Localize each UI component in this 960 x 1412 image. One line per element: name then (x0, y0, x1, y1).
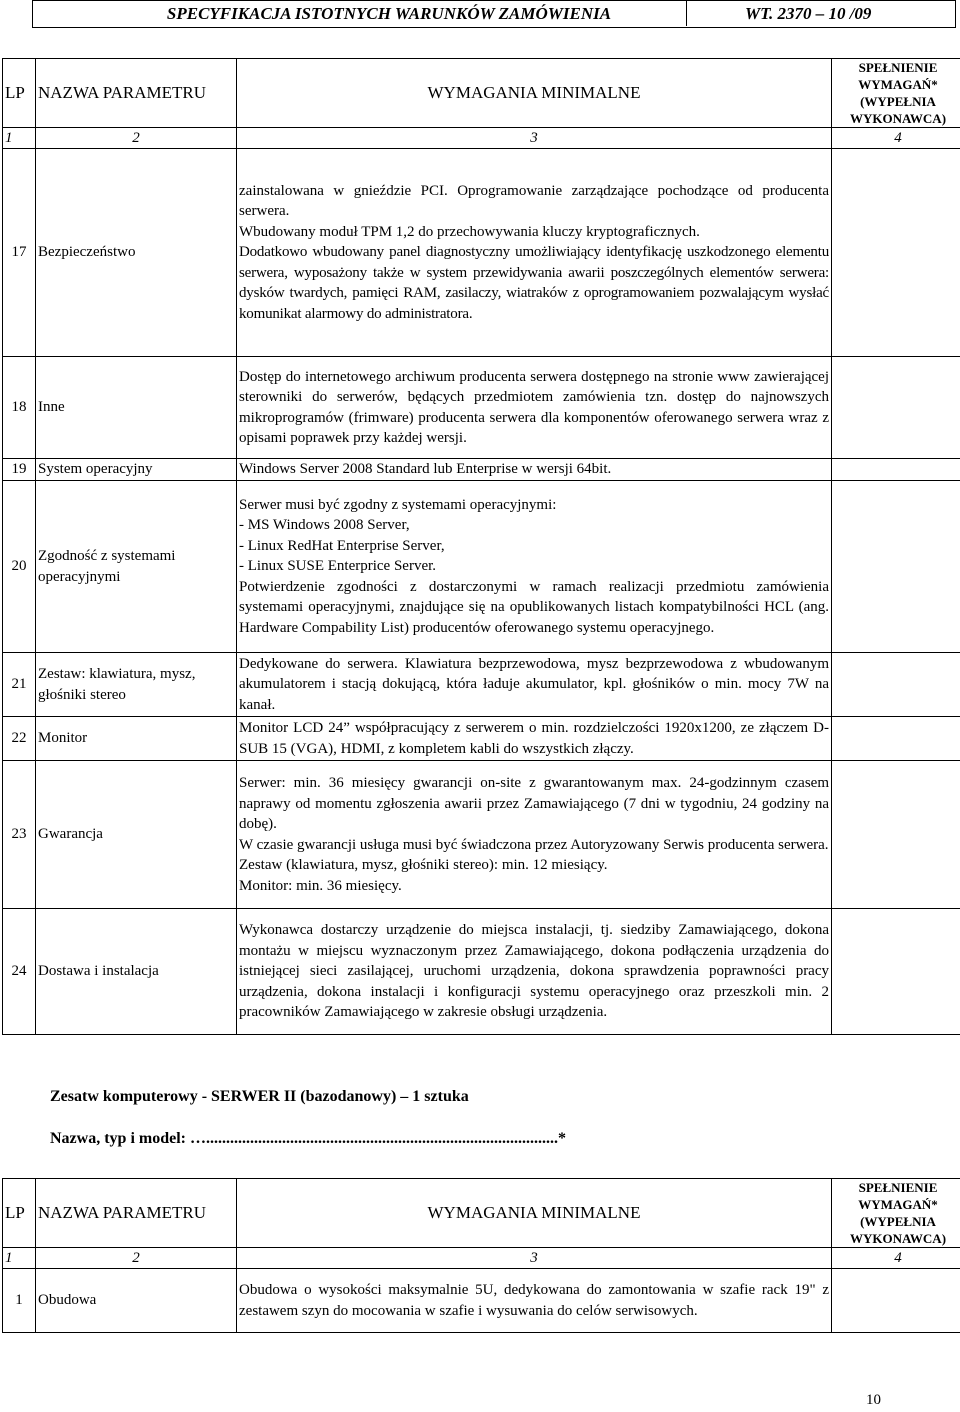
row-requirements (237, 653, 832, 717)
row-requirements (237, 1269, 832, 1333)
document-title: SPECYFIKACJA ISTOTNYCH WARUNKÓW ZAMÓWIENIA (166, 4, 612, 23)
table-row (3, 717, 960, 761)
col-name-header: NAZWA PARAMETRU (36, 1179, 237, 1248)
col-index: 2 (36, 128, 237, 149)
col-ful-header: SPEŁNIENIE WYMAGAŃ* (WYPEŁNIA WYKONAWCA) (832, 1179, 960, 1248)
req-text: Dodatkowo wbudowany panel diagnostyczny umożliwiający identyfikację uszkodzonego elementu serwera, wyposażony także w system przewidywania awarii poszczególnych elementów serwera: dysków twardych, pamięci RAM, zasilaczy, wiatraków z oprogramowaniem pozwalającym wysłać komunikat alarmowy do administratora. (239, 244, 829, 322)
row-fulfillment[interactable] (832, 909, 960, 1035)
col-index: 3 (237, 1248, 832, 1269)
col-req-header: WYMAGANIA MINIMALNE (237, 59, 832, 128)
req-text: - Linux RedHat Enterprise Server, (239, 537, 445, 554)
table-row (3, 481, 960, 653)
row-name: System operacyjny (36, 459, 237, 481)
req-text: Serwer: min. 36 miesięcy gwarancji on-site z gwarantowanym max. 24-godzinnym czasem naprawy od momentu zgłoszenia awarii przez Zamawiającego (7 dni w tygodniu, 24 godziny na dobę). (239, 775, 829, 832)
table-row (3, 1269, 960, 1333)
col-index: 1 (3, 128, 36, 149)
row-fulfillment[interactable] (832, 653, 960, 717)
column-index-row (3, 128, 960, 149)
document-header (32, 0, 956, 28)
row-lp: 24 (3, 909, 36, 1035)
row-requirements (237, 909, 832, 1035)
page-number: 10 (866, 1392, 881, 1408)
row-lp: 20 (3, 481, 36, 653)
row-fulfillment[interactable] (832, 761, 960, 909)
req-text: W czasie gwarancji usługa musi być świadczona przez Autoryzowany Serwis producenta serwera. (239, 836, 829, 853)
req-text: Obudowa o wysokości maksymalnie 5U, dedykowana do zamontowania w szafie rack 19" z zestawem szyn do mocowania w szafie i wysuwania do celów serwisowych. (239, 1282, 829, 1319)
req-text: Zestaw (klawiatura, mysz, głośniki stereo): min. 12 miesiący. (239, 857, 608, 873)
row-name: Zestaw: klawiatura, mysz, głośniki stereo (36, 653, 237, 717)
row-requirements (237, 481, 832, 653)
row-fulfillment[interactable] (832, 717, 960, 761)
row-name: Dostawa i instalacja (36, 909, 237, 1035)
section-title: Zesatw komputerowy - SERWER II (bazodanowy) – 1 sztuka (50, 1088, 469, 1105)
table-row (3, 357, 960, 459)
req-text: Wykonawca dostarczy urządzenie do miejsca instalacji, tj. siedziby Zamawiającego, dokona montażu w miejscu wyznaczonym przez Zamawiającego, dokona podłączenia urządzenia do istniejącej sieci zasilającej, uruchomi urządzenia, dokona sprawdzenia poprawności pracy urządzenia, dokona instalacji i konfiguracji systemu operacyjnego oraz przeszkoli min. 2 pracowników Zamawiającego w zakresie obsługi urządzenia. (239, 922, 829, 1021)
table-header-row (3, 59, 960, 128)
row-name: Zgodność z systemami operacyjnymi (36, 481, 237, 653)
col-index: 1 (3, 1248, 36, 1269)
req-text: Potwierdzenie zgodności z dostarczonymi w ramach realizacji przedmiotu zamówienia systemami operacyjnymi, znajdujące się na opublikowanych listach kompatybilności HCL (ang. Hardware Compability List) producentów oferowanego systemu operacyjnego. (239, 578, 829, 636)
row-lp: 23 (3, 761, 36, 909)
row-fulfillment[interactable] (832, 149, 960, 357)
col-lp-header: LP (3, 1179, 36, 1248)
req-text: zainstalowana w gnieździe PCI. Oprogramowanie zarządzające pochodzące od producenta serwera. (239, 182, 829, 220)
table-row (3, 653, 960, 717)
row-fulfillment[interactable] (832, 1269, 960, 1333)
row-lp: 18 (3, 357, 36, 459)
row-lp: 1 (3, 1269, 36, 1333)
table-row (3, 149, 960, 357)
table-row (3, 459, 960, 481)
col-index: 4 (832, 1248, 960, 1269)
req-text: Dostęp do internetowego archiwum producenta serwera dostępnego na stronie www zawierającej sterowniki do serwerów, będących przedmiotem zamówienia tzn. dostęp do najnowszych mikroprogramów (frimware) producenta serwera dla komponentów oferowanego serwera wraz z opisami poprawek przy każdej wersji. (239, 368, 829, 446)
col-index: 4 (832, 128, 960, 149)
req-text: Serwer musi być zgodny z systemami operacyjnymi: (239, 496, 557, 513)
req-text: Wbudowany moduł TPM 1,2 do przechowywania kluczy kryptograficznych. (239, 223, 700, 240)
header-divider (686, 0, 687, 26)
row-name: Gwarancja (36, 761, 237, 909)
row-requirements (237, 761, 832, 909)
req-text: Dedykowane do serwera. Klawiatura bezprzewodowa, mysz bezprzewodowa z wbudowanym akumulatorem i stacją dokującą, która ładuje akumulator, kpl. głośników o min. mocy 7W na kanał. (239, 655, 829, 713)
req-text: - Linux SUSE Enterprice Server. (239, 558, 437, 575)
row-lp: 22 (3, 717, 36, 761)
spec-table (2, 58, 960, 1035)
row-fulfillment[interactable] (832, 459, 960, 481)
model-input-line[interactable]: Nazwa, typ i model: …........................................................................................* (50, 1130, 566, 1147)
table-row (3, 761, 960, 909)
row-name: Bezpieczeństwo (36, 149, 237, 357)
req-text: Windows Server 2008 Standard lub Enterprise w wersji 64bit. (239, 461, 612, 478)
row-fulfillment[interactable] (832, 481, 960, 653)
col-ful-header: SPEŁNIENIE WYMAGAŃ* (WYPEŁNIA WYKONAWCA) (832, 59, 960, 128)
col-name-header: NAZWA PARAMETRU (36, 59, 237, 128)
col-req-header: WYMAGANIA MINIMALNE (237, 1179, 832, 1248)
row-requirements (237, 717, 832, 761)
row-requirements (237, 149, 832, 357)
row-name: Inne (36, 357, 237, 459)
row-lp: 17 (3, 149, 36, 357)
column-index-row (3, 1248, 960, 1269)
col-index: 2 (36, 1248, 237, 1269)
col-lp-header: LP (3, 59, 36, 128)
table-row (3, 909, 960, 1035)
spec-table-2 (2, 1178, 960, 1333)
table-header-row (3, 1179, 960, 1248)
row-fulfillment[interactable] (832, 357, 960, 459)
req-text: Monitor: min. 36 miesięcy. (239, 877, 402, 894)
row-requirements (237, 459, 832, 481)
req-text: - MS Windows 2008 Server, (239, 517, 410, 534)
row-name: Monitor (36, 717, 237, 761)
document-ref: WT. 2370 – 10 /09 (745, 4, 872, 23)
row-lp: 19 (3, 459, 36, 481)
row-requirements (237, 357, 832, 459)
row-lp: 21 (3, 653, 36, 717)
col-index: 3 (237, 128, 832, 149)
row-name: Obudowa (36, 1269, 237, 1333)
req-text: Monitor LCD 24” współpracujący z serwerem o min. rozdzielczości 1920x1200, ze złączem D-SUB 15 (VGA), HDMI, z kompletem kabli do wszystkich złączy. (239, 720, 829, 757)
